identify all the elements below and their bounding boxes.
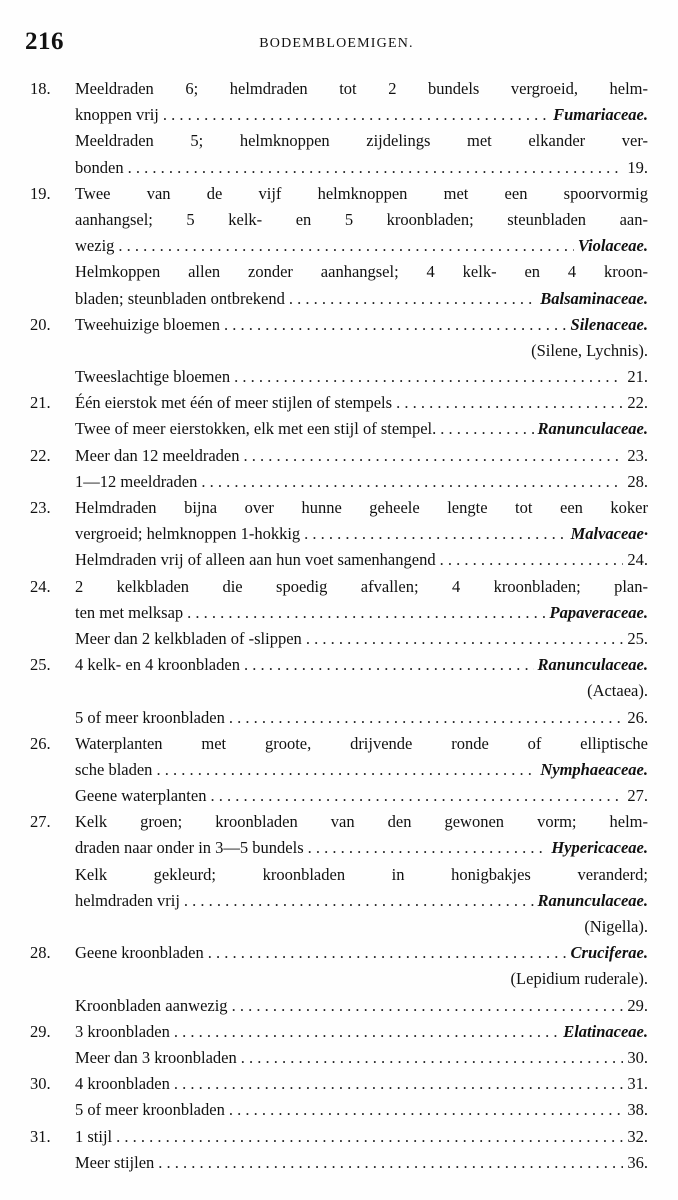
dot-leader bbox=[174, 1071, 624, 1097]
genus-note: (Silene, Lychnis). bbox=[531, 340, 648, 360]
key-line bbox=[0, 993, 678, 1019]
dotted-entry bbox=[75, 547, 648, 573]
couplet-number: 18. bbox=[30, 79, 51, 98]
key-text: Twee van de vijf helmknoppen met een spoorvormig bbox=[75, 183, 648, 203]
key-line bbox=[0, 181, 678, 207]
dotted-entry bbox=[75, 1124, 648, 1150]
key-line bbox=[0, 888, 678, 914]
dotted-entry bbox=[75, 312, 648, 338]
genus-note: (Actaea). bbox=[587, 681, 648, 701]
dot-leader bbox=[174, 1019, 559, 1045]
family-name: Fumariaceae. bbox=[553, 105, 648, 125]
family-name: Hypericaceae. bbox=[551, 838, 648, 858]
key-line bbox=[0, 547, 678, 573]
dot-leader bbox=[234, 364, 623, 390]
dot-leader bbox=[440, 547, 624, 573]
key-text: 4 kroonbladen bbox=[75, 1074, 170, 1094]
key-line bbox=[0, 233, 678, 259]
family-name: Ranunculaceae. bbox=[537, 655, 648, 675]
couplet-reference: 25. bbox=[627, 628, 648, 648]
key-line bbox=[0, 1124, 678, 1150]
key-line bbox=[0, 76, 678, 102]
dotted-entry bbox=[75, 652, 648, 678]
key-line bbox=[0, 338, 678, 364]
dotted-entry bbox=[75, 1097, 648, 1123]
key-line bbox=[0, 1045, 678, 1071]
key-line bbox=[0, 862, 678, 888]
key-text: 3 kroonbladen bbox=[75, 1021, 170, 1041]
dot-leader bbox=[128, 155, 624, 181]
key-line bbox=[0, 469, 678, 495]
dotted-entry bbox=[75, 757, 648, 783]
key-text: knoppen vrij bbox=[75, 105, 159, 125]
dot-leader bbox=[232, 993, 624, 1019]
couplet-number: 27. bbox=[30, 812, 51, 832]
dotted-entry bbox=[75, 940, 648, 966]
dotted-entry bbox=[75, 1019, 648, 1045]
dot-leader bbox=[158, 1150, 623, 1176]
key-line bbox=[0, 312, 678, 338]
dotted-entry bbox=[75, 102, 648, 128]
key-text: draden naar onder in 3—5 bundels bbox=[75, 838, 304, 858]
key-text: 2 kelkbladen die spoedig afvallen; 4 kroonbladen; plan- bbox=[75, 576, 648, 596]
couplet-reference: 24. bbox=[627, 550, 648, 570]
family-name: Malvaceae· bbox=[570, 524, 648, 544]
dotted-entry bbox=[75, 835, 648, 861]
key-line bbox=[0, 835, 678, 861]
dotted-entry bbox=[75, 155, 648, 181]
couplet-number: 24. bbox=[30, 576, 51, 596]
dotted-entry bbox=[75, 1150, 648, 1176]
key-line bbox=[0, 914, 678, 940]
key-text: Waterplanten met groote, drijvende ronde of elliptische bbox=[75, 733, 648, 753]
dotted-entry bbox=[75, 233, 648, 259]
couplet-reference: 30. bbox=[627, 1047, 648, 1067]
key-text: helmdraden vrij bbox=[75, 890, 180, 910]
couplet-reference: 32. bbox=[627, 1126, 648, 1146]
dot-leader bbox=[241, 1045, 624, 1071]
dot-leader bbox=[308, 835, 548, 861]
key-text: Meer dan 2 kelkbladen of -slippen bbox=[75, 628, 302, 648]
determination-key bbox=[0, 76, 678, 1176]
key-text: Kroonbladen aanwezig bbox=[75, 995, 228, 1015]
couplet-reference: 26. bbox=[627, 707, 648, 727]
dot-leader bbox=[306, 626, 624, 652]
family-name: Nymphaeaceae. bbox=[540, 759, 648, 779]
dotted-entry bbox=[75, 600, 648, 626]
dot-leader bbox=[201, 469, 623, 495]
couplet-reference: 29. bbox=[627, 995, 648, 1015]
couplet-reference: 23. bbox=[627, 445, 648, 465]
dot-leader bbox=[229, 1097, 624, 1123]
couplet-reference: 38. bbox=[627, 1100, 648, 1120]
key-text: Tweehuizige bloemen bbox=[75, 314, 220, 334]
key-text: Helmdraden bijna over hunne geheele lengte tot een koker bbox=[75, 498, 648, 517]
key-text: wezig bbox=[75, 236, 115, 256]
key-text: Geene kroonbladen bbox=[75, 943, 204, 963]
key-line bbox=[0, 128, 678, 154]
family-name: Violaceae. bbox=[577, 236, 648, 256]
dotted-entry bbox=[75, 469, 648, 495]
family-name: Cruciferae. bbox=[570, 943, 648, 963]
key-text: Helmdraden vrij of alleen aan hun voet samenhangend bbox=[75, 550, 436, 570]
dot-leader bbox=[187, 600, 545, 626]
key-line bbox=[0, 652, 678, 678]
couplet-reference: 19. bbox=[627, 157, 648, 177]
key-text: Kelk gekleurd; kroonbladen in honigbakjes veranderd; bbox=[75, 864, 648, 884]
key-line bbox=[0, 1071, 678, 1097]
running-title: BODEMBLOEMIGEN. bbox=[259, 36, 414, 51]
key-text: 1—12 meeldraden bbox=[75, 471, 198, 491]
key-line bbox=[0, 783, 678, 809]
key-text: bladen; steunbladen ontbrekend bbox=[75, 288, 285, 308]
dot-leader bbox=[440, 416, 533, 442]
genus-note: (Lepidium ruderale). bbox=[510, 969, 648, 989]
couplet-number: 26. bbox=[30, 733, 51, 753]
key-text: aanhangsel; 5 kelk- en 5 kroonbladen; steunbladen aan- bbox=[75, 209, 648, 229]
dot-leader bbox=[289, 286, 536, 312]
couplet-number: 22. bbox=[30, 445, 51, 465]
couplet-reference: 22. bbox=[627, 393, 648, 413]
family-name: Balsaminaceae. bbox=[540, 288, 648, 308]
key-line bbox=[0, 966, 678, 992]
couplet-number: 25. bbox=[30, 655, 51, 675]
family-name: Papaveraceae. bbox=[549, 602, 648, 622]
key-line bbox=[0, 390, 678, 416]
key-line bbox=[0, 600, 678, 626]
key-text: 4 kelk- en 4 kroonbladen bbox=[75, 655, 240, 675]
dotted-entry bbox=[75, 705, 648, 731]
family-name: Silenaceae. bbox=[570, 314, 648, 334]
key-text: Meeldraden 6; helmdraden tot 2 bundels vergroeid, helm- bbox=[75, 79, 648, 98]
key-line bbox=[0, 809, 678, 835]
key-line bbox=[0, 155, 678, 181]
dot-leader bbox=[116, 1124, 623, 1150]
dot-leader bbox=[224, 312, 567, 338]
running-head bbox=[25, 28, 648, 58]
key-text: Meer stijlen bbox=[75, 1152, 155, 1172]
dotted-entry bbox=[75, 993, 648, 1019]
key-text: Één eierstok met één of meer stijlen of stempels bbox=[75, 393, 393, 413]
dot-leader bbox=[163, 102, 549, 128]
dotted-entry bbox=[75, 286, 648, 312]
dot-leader bbox=[244, 652, 534, 678]
key-line bbox=[0, 364, 678, 390]
key-text: Meer dan 3 kroonbladen bbox=[75, 1047, 237, 1067]
key-line bbox=[0, 259, 678, 285]
key-line bbox=[0, 102, 678, 128]
dotted-entry bbox=[75, 1045, 648, 1071]
key-line bbox=[0, 521, 678, 547]
key-line bbox=[0, 416, 678, 442]
couplet-reference: 27. bbox=[627, 786, 648, 806]
dot-leader bbox=[118, 233, 573, 259]
key-line bbox=[0, 495, 678, 521]
couplet-reference: 28. bbox=[627, 471, 648, 491]
dot-leader bbox=[229, 705, 624, 731]
couplet-reference: 31. bbox=[627, 1074, 648, 1094]
dot-leader bbox=[210, 783, 623, 809]
family-name: Ranunculaceae. bbox=[537, 419, 648, 439]
dotted-entry bbox=[75, 416, 648, 442]
page-number: 216 bbox=[25, 28, 64, 55]
key-text: 5 of meer kroonbladen bbox=[75, 1100, 225, 1120]
dot-leader bbox=[396, 390, 623, 416]
family-name: Elatinaceae. bbox=[563, 1021, 648, 1041]
dotted-entry bbox=[75, 390, 648, 416]
dotted-entry bbox=[75, 364, 648, 390]
key-line bbox=[0, 757, 678, 783]
key-line bbox=[0, 940, 678, 966]
key-text: Twee of meer eierstokken, elk met een stijl of stempel. bbox=[75, 419, 437, 439]
genus-note: (Nigella). bbox=[584, 917, 648, 936]
key-text: ten met melksap bbox=[75, 602, 184, 622]
key-text: vergroeid; helmknoppen 1-hokkig bbox=[75, 524, 301, 544]
dotted-entry bbox=[75, 783, 648, 809]
key-line bbox=[0, 1097, 678, 1123]
key-text: Helmkoppen allen zonder aanhangsel; 4 kelk- en 4 kroon- bbox=[75, 262, 648, 282]
couplet-number: 30. bbox=[30, 1074, 51, 1094]
dotted-entry bbox=[75, 626, 648, 652]
couplet-number: 20. bbox=[30, 314, 51, 334]
dot-leader bbox=[243, 443, 623, 469]
key-line bbox=[0, 1019, 678, 1045]
dot-leader bbox=[304, 521, 566, 547]
family-name: Ranunculaceae. bbox=[537, 890, 648, 910]
key-text: 1 stijl bbox=[75, 1126, 113, 1146]
couplet-number: 19. bbox=[30, 183, 51, 203]
key-line bbox=[0, 207, 678, 233]
key-line bbox=[0, 626, 678, 652]
key-line bbox=[0, 731, 678, 757]
key-text: sche bladen bbox=[75, 759, 153, 779]
key-line bbox=[0, 1150, 678, 1176]
key-text: Meer dan 12 meeldraden bbox=[75, 445, 240, 465]
key-line bbox=[0, 705, 678, 731]
couplet-number: 31. bbox=[30, 1126, 51, 1146]
couplet-number: 21. bbox=[30, 393, 51, 413]
dotted-entry bbox=[75, 1071, 648, 1097]
couplet-number: 23. bbox=[30, 498, 51, 517]
key-text: Meeldraden 5; helmknoppen zijdelings met elkander ver- bbox=[75, 131, 648, 151]
dotted-entry bbox=[75, 521, 648, 547]
couplet-reference: 21. bbox=[627, 367, 648, 387]
key-text: Tweeslachtige bloemen bbox=[75, 367, 231, 387]
key-text: 5 of meer kroonbladen bbox=[75, 707, 225, 727]
couplet-number: 28. bbox=[30, 943, 51, 963]
key-text: Geene waterplanten bbox=[75, 786, 207, 806]
key-line bbox=[0, 286, 678, 312]
dotted-entry bbox=[75, 443, 648, 469]
couplet-reference: 36. bbox=[627, 1152, 648, 1172]
dot-leader bbox=[184, 888, 534, 914]
dot-leader bbox=[156, 757, 536, 783]
couplet-number: 29. bbox=[30, 1021, 51, 1041]
dotted-entry bbox=[75, 888, 648, 914]
key-line bbox=[0, 443, 678, 469]
dot-leader bbox=[208, 940, 567, 966]
key-line bbox=[0, 678, 678, 704]
key-text: bonden bbox=[75, 157, 124, 177]
key-line bbox=[0, 574, 678, 600]
key-text: Kelk groen; kroonbladen van den gewonen vorm; helm- bbox=[75, 812, 648, 832]
